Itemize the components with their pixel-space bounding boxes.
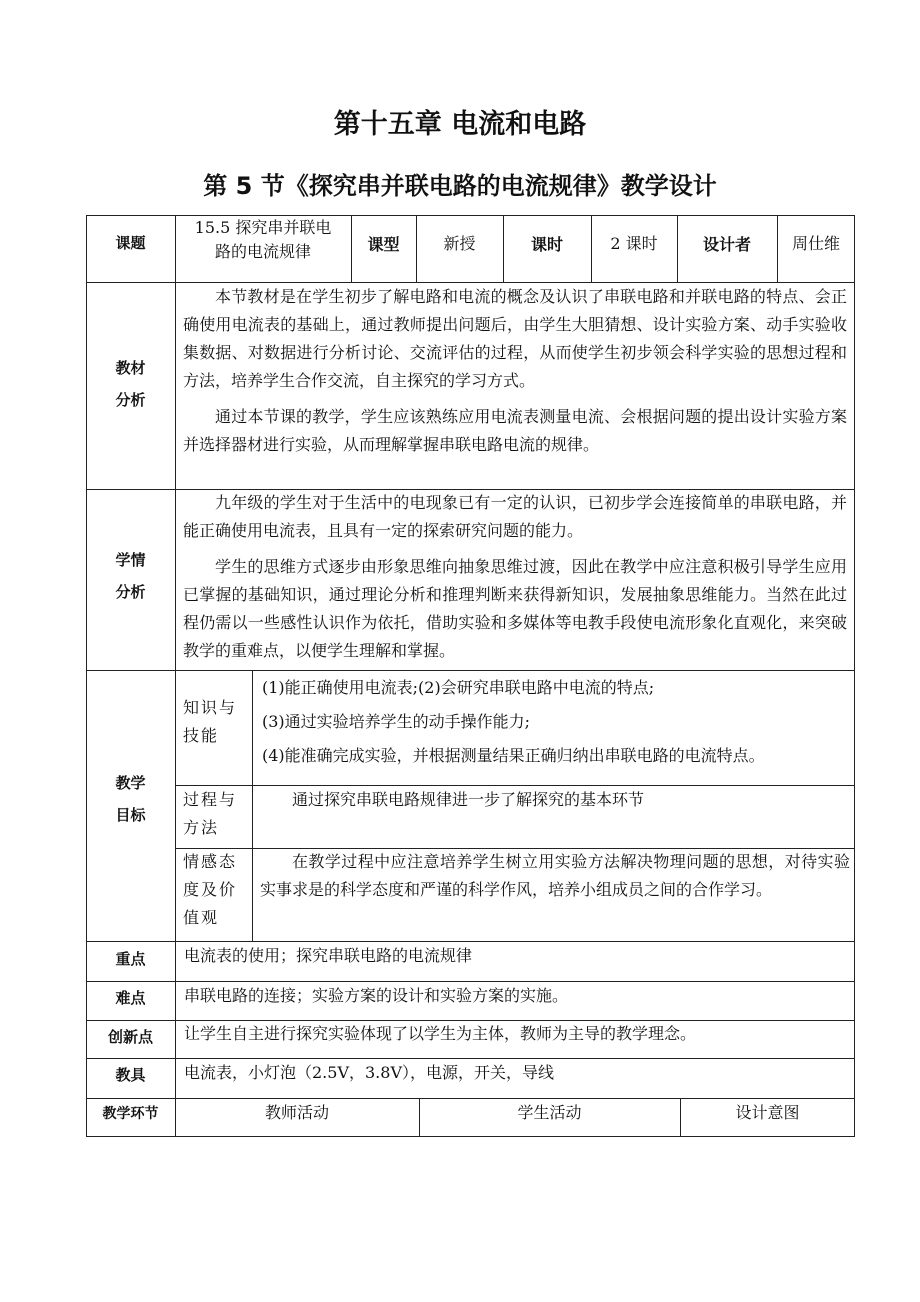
column-divider: [175, 215, 176, 1137]
process-method-text: [260, 786, 850, 814]
key-points-label: 重点: [115, 950, 146, 968]
key-points-text: 电流表的使用；探究串联电路的电流规律: [184, 946, 473, 965]
type-label: 课型: [367, 235, 400, 254]
innovation-text: 让学生自主进行探究实验体现了以学生为主体，教师为主导的教学理念。: [184, 1024, 697, 1043]
difficulties-label: 难点: [115, 989, 146, 1007]
label-line: 分析: [115, 391, 146, 409]
label-line: 分析: [115, 583, 146, 601]
innovation-label: 创新点: [107, 1028, 153, 1046]
process-method-label: 过程与方法: [183, 790, 238, 837]
paragraph: 本节教材是在学生初步了解电路和电流的概念及认识了串联电路和并联电路的特点、会正确使用电流表的基础上，通过教师提出问题后，由学生大胆猜想、设计实验方案、动手实验收集数据、对数据进行分析讨论、交流评估的过程，从而使学生初步领会科学实验的思想过程和方法，培养学生合作交流，自主探究的学习方式。: [183, 287, 847, 390]
teaching-stage-label: 教学环节: [102, 1106, 159, 1122]
label-line: 教材: [115, 359, 146, 377]
teaching-tools-label: 教具: [115, 1066, 146, 1084]
paragraph: 在教学过程中应注意培养学生树立用实验方法解决物理问题的思想，对待实验实事求是的科学态度和严谨的科学作风，培养小组成员之间的合作学习。: [260, 852, 850, 899]
teaching-goals-label: [86, 767, 175, 831]
label-line: 目标: [115, 806, 146, 824]
material-analysis-label: [86, 352, 175, 416]
topic-value-line: 路的电流规律: [214, 242, 311, 261]
student-analysis-label: [86, 544, 175, 608]
label-line: 学情: [115, 551, 146, 569]
type-value: 新授: [443, 234, 476, 253]
paragraph: 通过本节课的教学，学生应该熟练应用电流表测量电流、会根据问题的提出设计实验方案并选择器材进行实验，从而理解掌握串联电路电流的规律。: [183, 407, 847, 454]
hours-label: 课时: [530, 235, 563, 254]
designer-value: 周仕维: [791, 234, 840, 253]
goal-item: (1)能正确使用电流表;(2)会研究串联电路中电流的特点;: [262, 678, 655, 697]
document-subtitle: 第 5 节《探究串并联电路的电流规律》教学设计: [203, 172, 717, 200]
knowledge-skill-label: 知识与技能: [183, 698, 238, 745]
emotion-values-text: [260, 848, 850, 904]
student-analysis-text: [183, 489, 847, 665]
teaching-tools-text: 电流表，小灯泡（2.5V，3.8V），电源，开关，导线: [184, 1063, 555, 1082]
student-activity-header: 学生活动: [517, 1103, 582, 1122]
emotion-values-label: 情感态度及价值观: [183, 852, 238, 927]
difficulties-text: 串联电路的连接；实验方案的设计和实验方案的实施。: [184, 986, 569, 1005]
hours-value: 2 课时: [610, 234, 658, 253]
paragraph: 通过探究串联电路规律进一步了解探究的基本环节: [292, 790, 645, 809]
teacher-activity-header: 教师活动: [264, 1103, 329, 1122]
paragraph: 九年级的学生对于生活中的电现象已有一定的认识，已初步学会连接简单的串联电路，并能正确使用电流表，且具有一定的探索研究问题的能力。: [183, 493, 847, 540]
topic-label: 课题: [115, 234, 146, 252]
design-intent-header: 设计意图: [735, 1103, 800, 1122]
knowledge-skill-text: [262, 671, 852, 773]
designer-label: 设计者: [702, 235, 751, 254]
goal-item: (4)能准确完成实验，并根据测量结果正确归纳出串联电路的电流特点。: [262, 746, 765, 765]
topic-value: [175, 216, 351, 264]
paragraph: 学生的思维方式逐步由形象思维向抽象思维过渡，因此在教学中应注意积极引导学生应用已掌握的基础知识，通过理论分析和推理判断来获得新知识，发展抽象思维能力。当然在此过程仍需以一些感性认识作为依托，借助实验和多媒体等电教手段使电流形象化直观化，来突破教学的重难点，以便学生理解和掌握。: [183, 557, 847, 660]
goal-item: (3)通过实验培养学生的动手操作能力;: [262, 712, 531, 731]
material-analysis-text: [183, 283, 847, 459]
column-divider: [252, 670, 253, 941]
label-line: 教学: [115, 774, 146, 792]
document-title: 第十五章 电流和电路: [333, 109, 587, 140]
topic-value-line: 15.5 探究串并联电: [194, 218, 332, 237]
